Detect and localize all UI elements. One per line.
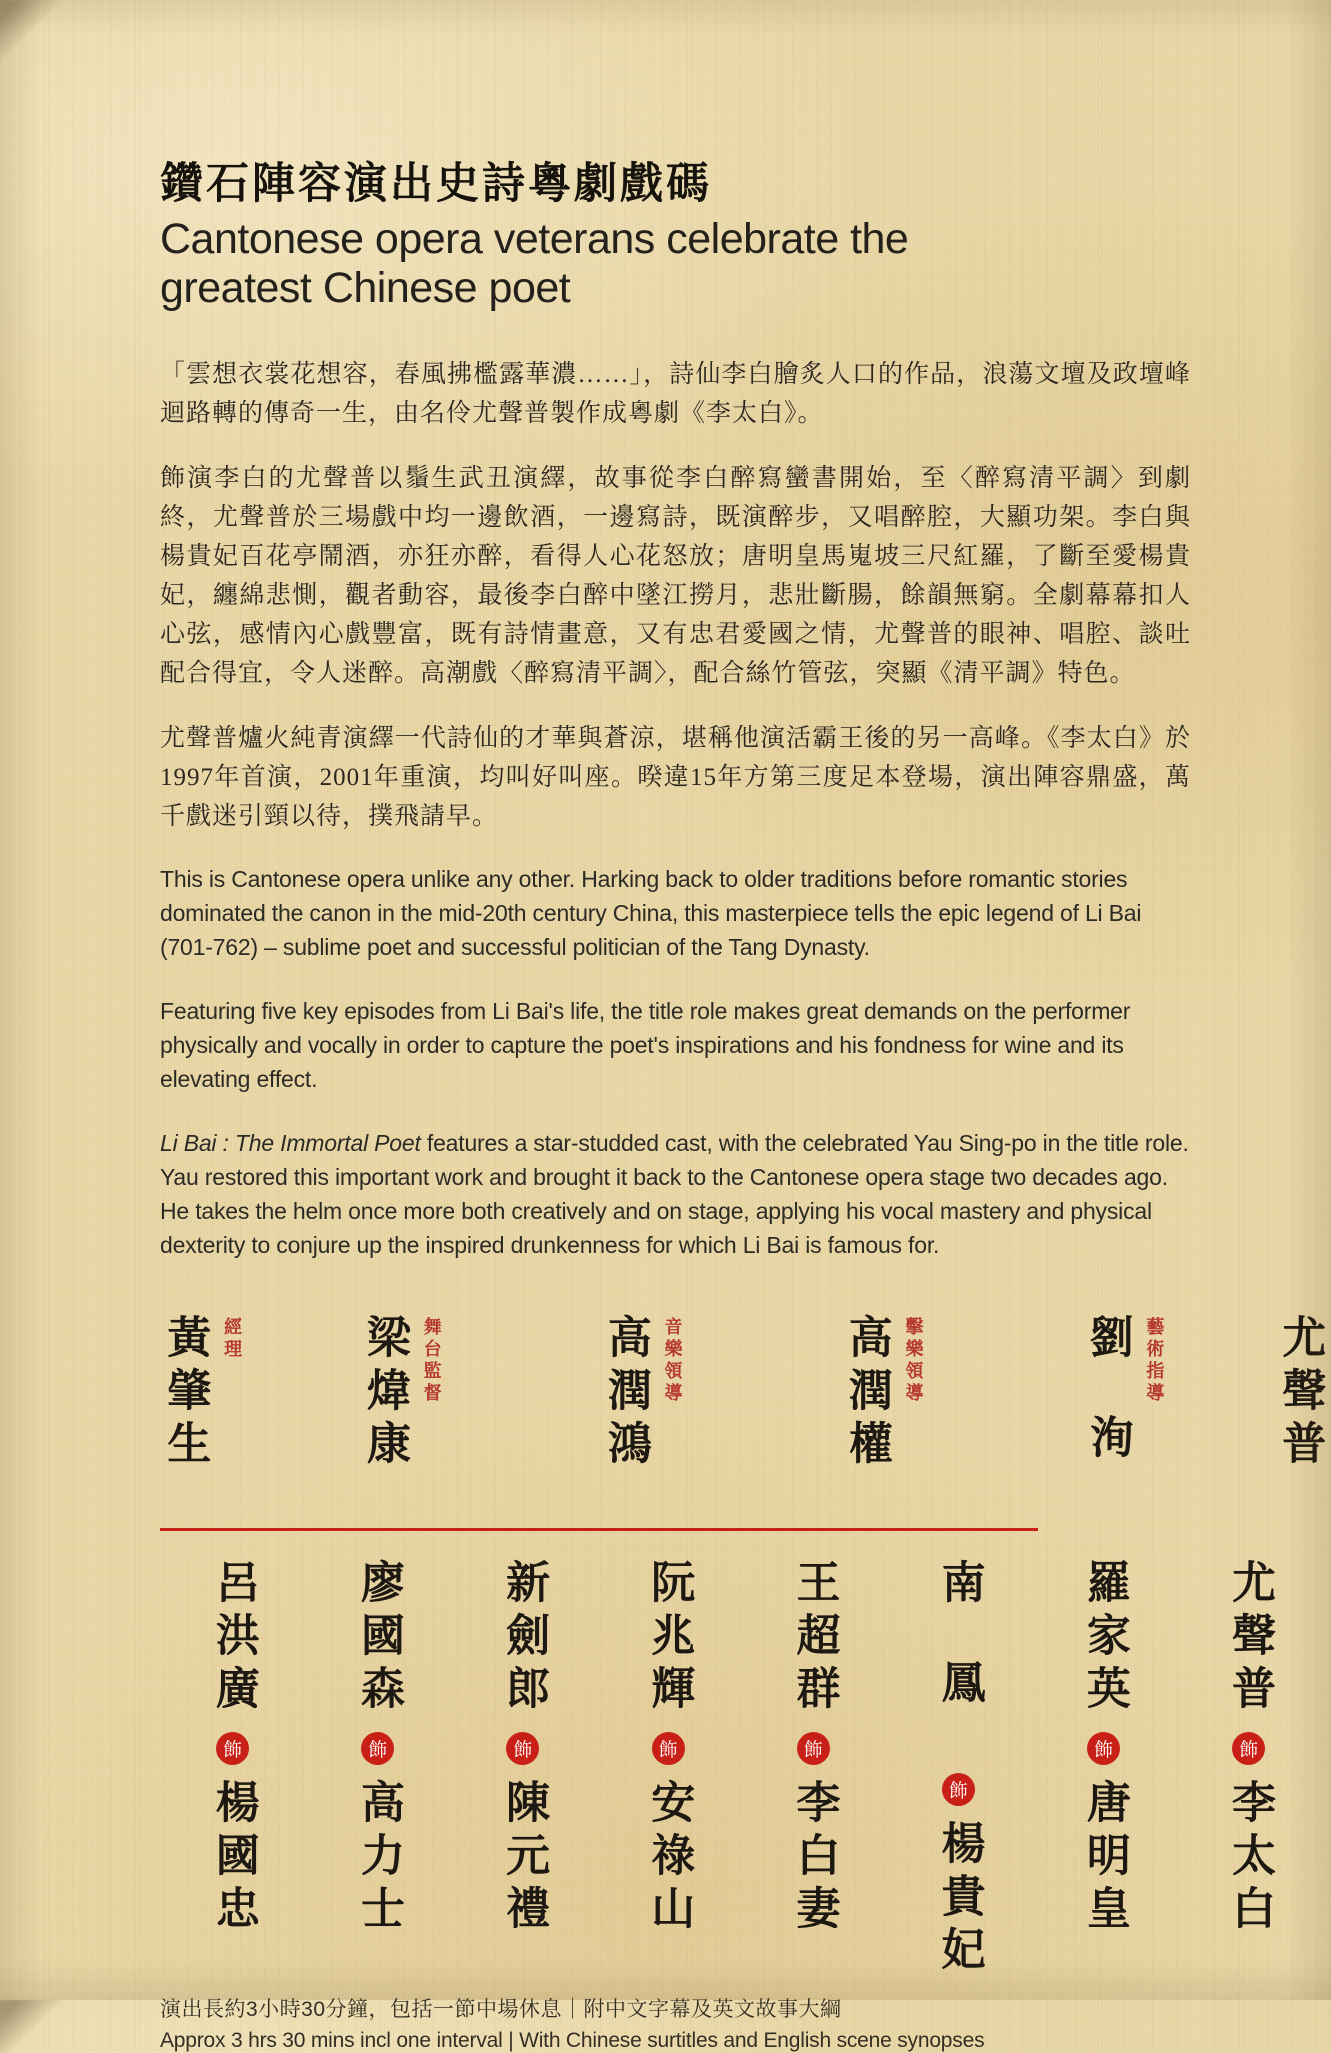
badge-text: 飾 — [803, 1739, 823, 1761]
badge-text: 飾 — [368, 1739, 388, 1761]
shi-badge — [506, 1732, 539, 1765]
paragraph-english-1: This is Cantonese opera unlike any other. Harking back to older traditions before romantic stories dominated the canon in the mid-20th century China, this masterpiece tells the epic legend of Li Bai (701-762) – sublime poet and successful politician of the Tang Dynasty. — [160, 865, 1142, 960]
paragraph-english-3-rest: features a star-studded cast, with the celebrated Yau Sing-po in the title role. Yau restored this important work and brought it back to the Cantonese opera stage two decades ago. He takes the helm once more both creatively and on stage, applying his vocal mastery and physical dexterity to conjure up the inspired drunkenness for which Li Bai is famous for. — [160, 1129, 1189, 1258]
cast-entry — [305, 1559, 450, 1938]
actor-name: 新劍郎 — [499, 1558, 549, 1718]
cast-entry — [1176, 1559, 1321, 1938]
credit-name: 高潤權 — [841, 1313, 891, 1473]
character-name: 安祿山 — [644, 1778, 694, 1938]
cast-entry — [886, 1559, 1031, 1979]
divider-line — [160, 1528, 1038, 1531]
badge-text: 飾 — [513, 1739, 533, 1761]
credit-role-label: 擊樂領導 — [903, 1316, 924, 1405]
badge-text: 飾 — [1239, 1739, 1259, 1761]
cast-entry — [741, 1559, 886, 1938]
badge-text: 飾 — [948, 1780, 968, 1802]
credit-name: 黃肇生 — [160, 1313, 210, 1473]
credit-role-label: 舞台監督 — [421, 1316, 442, 1405]
cast-entry — [596, 1559, 741, 1938]
credit-name: 尤聲普 — [1275, 1313, 1325, 1473]
badge-text: 飾 — [658, 1739, 678, 1761]
footer-note-english: Approx 3 hrs 30 mins incl one interval | With Chinese surtitles and English scene synopses — [160, 2028, 985, 2052]
cast-entry — [1031, 1559, 1176, 1938]
actor-name: 羅家英 — [1079, 1558, 1129, 1718]
paragraph-english-2: Featuring five key episodes from Li Bai's life, the title role makes great demands on the performer physically and vocally in order to capture the poet's inspirations and his fondness for wine and its elevating effect. — [160, 997, 1131, 1092]
character-name: 李白妻 — [789, 1778, 839, 1938]
cast-entry-lead — [1176, 1559, 1331, 1938]
credit-entry-manager — [160, 1314, 360, 1473]
character-name: 高力士 — [353, 1778, 403, 1938]
actor-name: 王超群 — [789, 1558, 839, 1718]
credit-role-label: 經理 — [222, 1316, 243, 1361]
title-en-line1: Cantonese opera veterans celebrate the — [160, 215, 909, 264]
character-name: 楊貴妃 — [934, 1819, 984, 1979]
credit-name: 高潤鴻 — [600, 1313, 650, 1473]
shi-badge — [1087, 1732, 1120, 1765]
shi-badge — [361, 1732, 394, 1765]
title-en-line2: greatest Chinese poet — [160, 264, 571, 313]
credit-role-label: 藝術指導 — [1144, 1316, 1165, 1405]
paragraph-chinese-3: 尤聲普爐火純青演繹一代詩仙的才華與蒼涼，堪稱他演活霸王後的另一高峰。《李太白》於1997年首演，2001年重演，均叫好叫座。暌違15年方第三度足本登場，演出陣容鼎盛，萬千戲迷引頸以待，撲飛請早。 — [160, 724, 1191, 830]
paragraph-english-3 — [160, 1126, 1191, 1262]
credit-entry-artistic-advisor — [1082, 1314, 1275, 1514]
character-name: 楊國忠 — [208, 1778, 258, 1938]
credit-entry-artistic-director — [1275, 1314, 1331, 1473]
badge-text: 飾 — [223, 1739, 243, 1761]
shi-badge — [797, 1732, 830, 1765]
credit-name: 梁煒康 — [359, 1313, 409, 1473]
footer-note-chinese: 演出長約3小時30分鐘，包括一節中場休息｜附中文字幕及英文故事大綱 — [160, 1997, 842, 2021]
actor-name: 呂洪廣 — [208, 1558, 258, 1718]
character-name: 李太白 — [1224, 1778, 1274, 1938]
credit-entry-music-director — [600, 1314, 841, 1473]
actor-name: 南鳳 — [934, 1558, 984, 1759]
character-name: 陳元禮 — [499, 1778, 549, 1938]
shi-badge — [942, 1773, 975, 1806]
credit-entry-stage-manager — [360, 1314, 601, 1473]
creative-team-credits — [160, 1313, 1325, 1514]
cast-credits — [160, 1558, 1274, 1979]
credit-role-label: 音樂領導 — [662, 1316, 683, 1405]
cast-entry — [450, 1559, 595, 1938]
actor-name: 阮兆輝 — [644, 1558, 694, 1718]
shi-badge — [652, 1732, 685, 1765]
actor-name: 廖國森 — [353, 1558, 403, 1718]
character-name: 唐明皇 — [1079, 1778, 1129, 1938]
shi-badge — [216, 1732, 249, 1765]
page-title-english — [160, 215, 1191, 312]
credit-name: 劉洵 — [1082, 1313, 1132, 1514]
cast-entry — [160, 1559, 305, 1938]
credit-entry-percussion-leader — [841, 1314, 1082, 1473]
actor-name: 尤聲普 — [1224, 1558, 1274, 1718]
shi-badge — [1232, 1732, 1265, 1765]
badge-text: 飾 — [1094, 1739, 1114, 1761]
show-title-english: Li Bai : The Immortal Poet — [160, 1129, 421, 1156]
footer-note — [160, 1993, 1191, 2053]
paragraph-chinese-1: 「雲想衣裳花想容，春風拂檻露華濃……」，詩仙李白膾炙人口的作品，浪蕩文壇及政壇峰迴路轉的傳奇一生，由名伶尤聲普製作成粵劇《李太白》。 — [160, 360, 1191, 427]
page-title-chinese: 鑽石陣容演出史詩粵劇戲碼 — [160, 160, 712, 208]
paragraph-chinese-2: 飾演李白的尤聲普以鬚生武丑演繹，故事從李白醉寫蠻書開始，至〈醉寫清平調〉到劇終，尤聲普於三場戲中均一邊飲酒，一邊寫詩，既演醉步，又唱醉腔，大顯功架。李白與楊貴妃百花亭鬧酒，亦狂亦醉，看得人心花怒放；唐明皇馬嵬坡三尺紅羅，了斷至愛楊貴妃，纏綿悲惻，觀者動容，最後李白醉中墜江撈月，悲壯斷腸，餘韻無窮。全劇幕幕扣人心弦，感情內心戲豐富，既有詩情畫意，又有忠君愛國之情，尤聲普的眼神、唱腔、談吐配合得宜，令人迷醉。高潮戲〈醉寫清平調〉，配合絲竹管弦，突顯《清平調》特色。 — [160, 464, 1191, 687]
